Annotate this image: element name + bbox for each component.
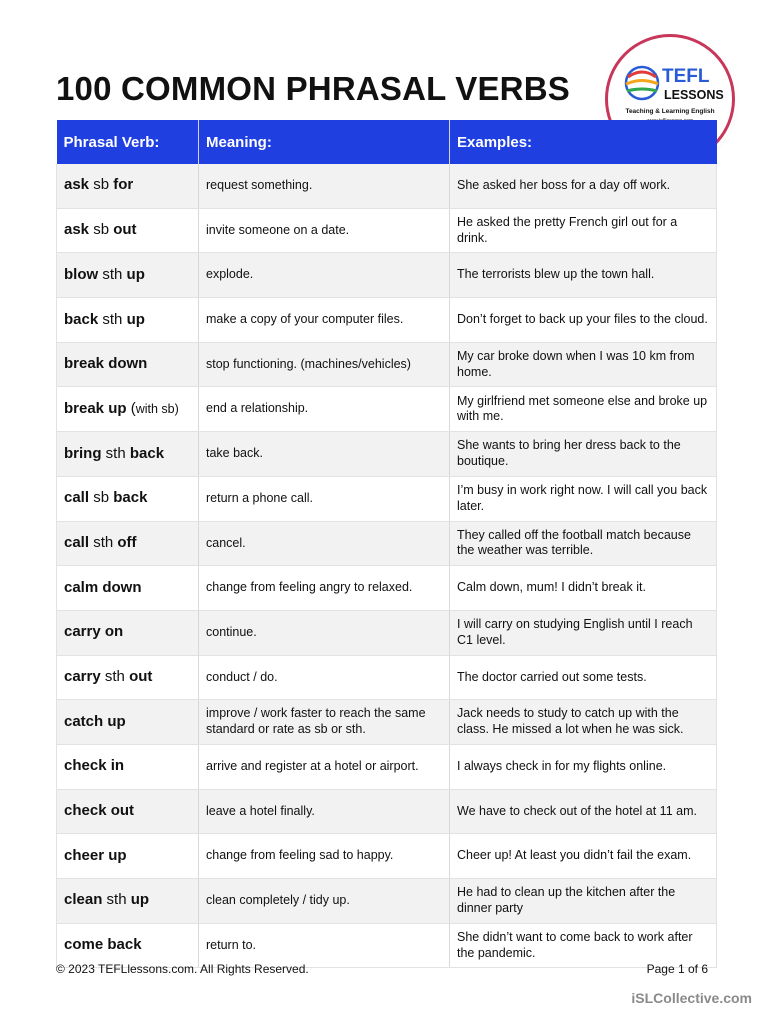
phrasal-verb-cell (57, 655, 199, 700)
phrasal-verb-cell (57, 432, 199, 477)
phrasal-verb-cell (57, 700, 199, 745)
verb-part: carry on (64, 623, 124, 641)
meaning-cell: change from feeling sad to happy. (199, 834, 450, 879)
example-cell: My girlfriend met someone else and broke up with me. (450, 387, 717, 432)
phrasal-verb-cell (57, 298, 199, 343)
phrasal-verb-cell (57, 342, 199, 387)
page-title: 100 COMMON PHRASAL VERBS (56, 70, 570, 107)
table-row (57, 521, 717, 566)
meaning-cell: return to. (199, 923, 450, 968)
example-cell: He asked the pretty French girl out for a drink. (450, 208, 717, 253)
table-row (57, 610, 717, 655)
phrasal-verb-cell (57, 834, 199, 879)
verb-part: sth (101, 444, 130, 462)
globe-icon (626, 67, 658, 99)
verb-part: bring (64, 444, 102, 462)
page-number: Page 1 of 6 (646, 962, 708, 976)
example-cell: Jack needs to study to catch up with the class. He missed a lot when he was sick. (450, 700, 717, 745)
table-header-row (57, 120, 717, 164)
example-cell: I always check in for my flights online. (450, 744, 717, 789)
meaning-cell: stop functioning. (machines/vehicles) (199, 342, 450, 387)
verb-part: back (64, 310, 99, 328)
header-examples: Examples: (450, 120, 717, 164)
example-cell: I’m busy in work right now. I will call you back later. (450, 476, 717, 521)
phrasal-verb-cell (57, 744, 199, 789)
verb-part: for (113, 176, 134, 194)
verb-part: carry (64, 668, 101, 686)
example-cell: She didn’t want to come back to work after the pandemic. (450, 923, 717, 968)
verb-part: sth (100, 668, 130, 686)
meaning-cell: take back. (199, 432, 450, 477)
verb-part: sth (102, 891, 131, 909)
phrasal-verb-cell (57, 610, 199, 655)
header-meaning: Meaning: (199, 120, 450, 164)
verb-part: with sb) (135, 401, 179, 416)
copyright-text: © 2023 TEFLlessons.com. All Rights Reserved. (56, 962, 309, 976)
phrasal-verb-cell (57, 879, 199, 924)
meaning-cell: improve / work faster to reach the same standard or rate as sb or sth. (199, 700, 450, 745)
example-cell: The doctor carried out some tests. (450, 655, 717, 700)
verb-part: sth (98, 310, 127, 328)
phrasal-verb-cell (57, 164, 199, 208)
phrasal-verb-cell (57, 476, 199, 521)
table-row (57, 298, 717, 343)
watermark: iSLCollective.com (631, 990, 752, 1006)
verb-part: come back (64, 936, 142, 954)
verb-part: off (117, 533, 137, 551)
meaning-cell: request something. (199, 164, 450, 208)
table-row (57, 342, 717, 387)
example-cell: She wants to bring her dress back to the boutique. (450, 432, 717, 477)
meaning-cell: make a copy of your computer files. (199, 298, 450, 343)
verb-part: check in (64, 757, 125, 775)
verb-part: back (129, 444, 165, 462)
verb-part: break down (64, 355, 148, 373)
example-cell: My car broke down when I was 10 km from home. (450, 342, 717, 387)
header-phrasal-verb: Phrasal Verb: (57, 120, 199, 164)
example-cell: I will carry on studying English until I reach C1 level. (450, 610, 717, 655)
table-row (57, 700, 717, 745)
meaning-cell: clean completely / tidy up. (199, 879, 450, 924)
meaning-cell: continue. (199, 610, 450, 655)
meaning-cell: explode. (199, 253, 450, 298)
verb-part: sth (89, 533, 118, 551)
meaning-cell: return a phone call. (199, 476, 450, 521)
phrasal-verb-table (56, 120, 716, 968)
meaning-cell: change from feeling angry to relaxed. (199, 566, 450, 611)
table-row (57, 476, 717, 521)
verb-part: sth (98, 265, 127, 283)
verb-part: blow (64, 265, 99, 283)
verb-part: check out (64, 802, 135, 820)
phrasal-verb-cell (57, 789, 199, 834)
verb-part: sb (89, 221, 114, 239)
verb-part: back (113, 489, 148, 507)
verb-part: catch up (64, 712, 126, 730)
meaning-cell: leave a hotel finally. (199, 789, 450, 834)
verb-part: cheer up (64, 846, 127, 864)
table-row (57, 208, 717, 253)
verb-part: ( (126, 399, 136, 417)
phrasal-verb-cell (57, 253, 199, 298)
meaning-cell: conduct / do. (199, 655, 450, 700)
meaning-cell: cancel. (199, 521, 450, 566)
phrasal-verb-cell (57, 208, 199, 253)
example-cell: The terrorists blew up the town hall. (450, 253, 717, 298)
verb-part: break up (64, 399, 127, 417)
logo-tagline: Teaching & Learning English (625, 108, 715, 115)
phrasal-verb-cell (57, 387, 199, 432)
table-row (57, 879, 717, 924)
example-cell: He had to clean up the kitchen after the dinner party (450, 879, 717, 924)
verb-part: clean (64, 891, 103, 909)
verb-part: sb (89, 489, 114, 507)
verb-part: calm down (64, 578, 142, 596)
table-row (57, 387, 717, 432)
verb-part: call (64, 533, 90, 551)
table-row (57, 432, 717, 477)
table-row (57, 744, 717, 789)
logo-brand-1: TEFL (662, 66, 710, 87)
verb-part: sb (89, 176, 114, 194)
logo-brand-2: LESSONS (664, 88, 724, 102)
phrasal-verb-cell (57, 521, 199, 566)
meaning-cell: invite someone on a date. (199, 208, 450, 253)
table-row (57, 566, 717, 611)
verb-part: out (129, 668, 153, 686)
table-row (57, 655, 717, 700)
verb-part: out (113, 221, 137, 239)
verb-part: up (126, 265, 145, 283)
example-cell: We have to check out of the hotel at 11 am. (450, 789, 717, 834)
meaning-cell: end a relationship. (199, 387, 450, 432)
phrasal-verb-cell (57, 566, 199, 611)
example-cell: Calm down, mum! I didn’t break it. (450, 566, 717, 611)
table-row (57, 834, 717, 879)
verb-part: call (64, 489, 90, 507)
verb-part: up (126, 310, 145, 328)
example-cell: Cheer up! At least you didn’t fail the exam. (450, 834, 717, 879)
verb-part: up (130, 891, 150, 909)
example-cell: She asked her boss for a day off work. (450, 164, 717, 208)
verb-part: ask (64, 176, 90, 194)
table-row (57, 789, 717, 834)
example-cell: Don’t forget to back up your files to the cloud. (450, 298, 717, 343)
table-row (57, 253, 717, 298)
table-row (57, 164, 717, 208)
meaning-cell: arrive and register at a hotel or airport. (199, 744, 450, 789)
verb-part: ask (64, 221, 90, 239)
example-cell: They called off the football match because the weather was terrible. (450, 521, 717, 566)
